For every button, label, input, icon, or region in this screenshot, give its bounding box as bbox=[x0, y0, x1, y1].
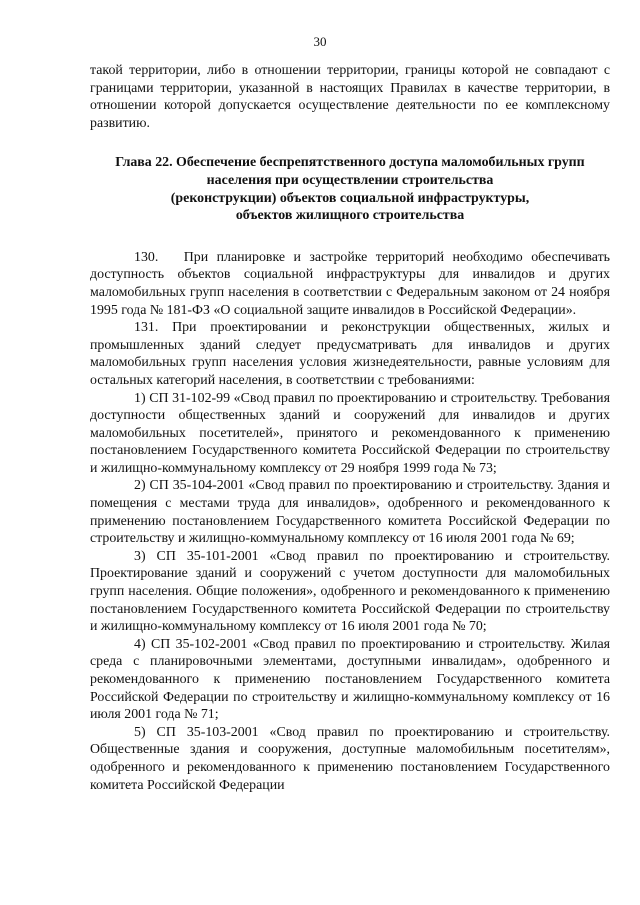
page-number: 30 bbox=[313, 34, 327, 49]
chapter-heading-line: (реконструкции) объектов социальной инфраструктуры, bbox=[170, 190, 530, 206]
intro-paragraph: такой территории, либо в отношении территории, границы которой не совпадают с границами территории, указанной в настоящих Правилах в качестве территории, в отношении которой допускается осуществление деятельности по ее комплексному развитию. bbox=[90, 63, 610, 131]
list-item-1: 1) СП 31-102-99 «Свод правил по проектированию и строительству. Требования доступности общественных зданий и сооружений для инвалидов и других маломобильных посетителей», принятого и рекомендованного к применению постановлением Государственного комитета Российской Федерации по строительству и жилищно-коммунальному комплексу от 29 ноября 1999 года № 73; bbox=[90, 390, 610, 476]
list-item-4: 4) СП 35-102-2001 «Свод правил по проектированию и строительству. Жилая среда с планировочными элементами, доступными инвалидам», одобренного и рекомендованного к применению постановлением Государственного комитета Российской Федерации по строительству и жилищно-коммунальному комплексу от 16 июля 2001 года № 71; bbox=[90, 636, 610, 723]
paragraph-131: 131. При проектировании и реконструкции общественных, жилых и промышленных зданий следует предусматривать для инвалидов и других маломобильных групп населения условия жизнедеятельности, равные условиям для остальных категорий населения, в соответствии с требованиями: bbox=[90, 320, 610, 388]
list-item-5: 5) СП 35-103-2001 «Свод правил по проектированию и строительству. Общественные здания и сооружения, доступные маломобильным посетителям», одобренного и рекомендованного к применению постановлением Государственного комитета Российской Федерации bbox=[90, 724, 610, 793]
list-item-3: 3) СП 35-101-2001 «Свод правил по проектированию и строительству. Проектирование зданий и сооружений с учетом доступности для маломобильных групп населения. Общие положения», одобренного и рекомендованного к применению постановлением Государственного комитета Российской Федерации по строительству и жилищно-коммунальному комплексу от 16 июля 2001 года № 70; bbox=[90, 548, 610, 635]
document-body bbox=[90, 62, 610, 794]
chapter-heading-line: объектов жилищного строительства bbox=[235, 208, 465, 224]
paragraph-130: 130. При планировке и застройке территорий необходимо обеспечивать доступность объектов социальной инфраструктуры для инвалидов и других маломобильных групп населения в соответствии с Федеральным законом от 24 ноября 1995 года № 181-ФЗ «О социальной защите инвалидов в Российской Федерации». bbox=[90, 249, 610, 318]
chapter-heading bbox=[90, 154, 610, 224]
chapter-heading-line: Глава 22. Обеспечение беспрепятственного доступа маломобильных групп bbox=[115, 155, 585, 171]
list-item-2: 2) СП 35-104-2001 «Свод правил по проектированию и строительству. Здания и помещения с местами труда для инвалидов», одобренного и рекомендованного к применению постановлением Государственного комитета Российской Федерации по строительству и жилищно-коммунальному комплексу от 16 июля 2001 года № 69; bbox=[90, 478, 610, 547]
chapter-heading-line: населения при осуществлении строительства bbox=[206, 172, 494, 188]
